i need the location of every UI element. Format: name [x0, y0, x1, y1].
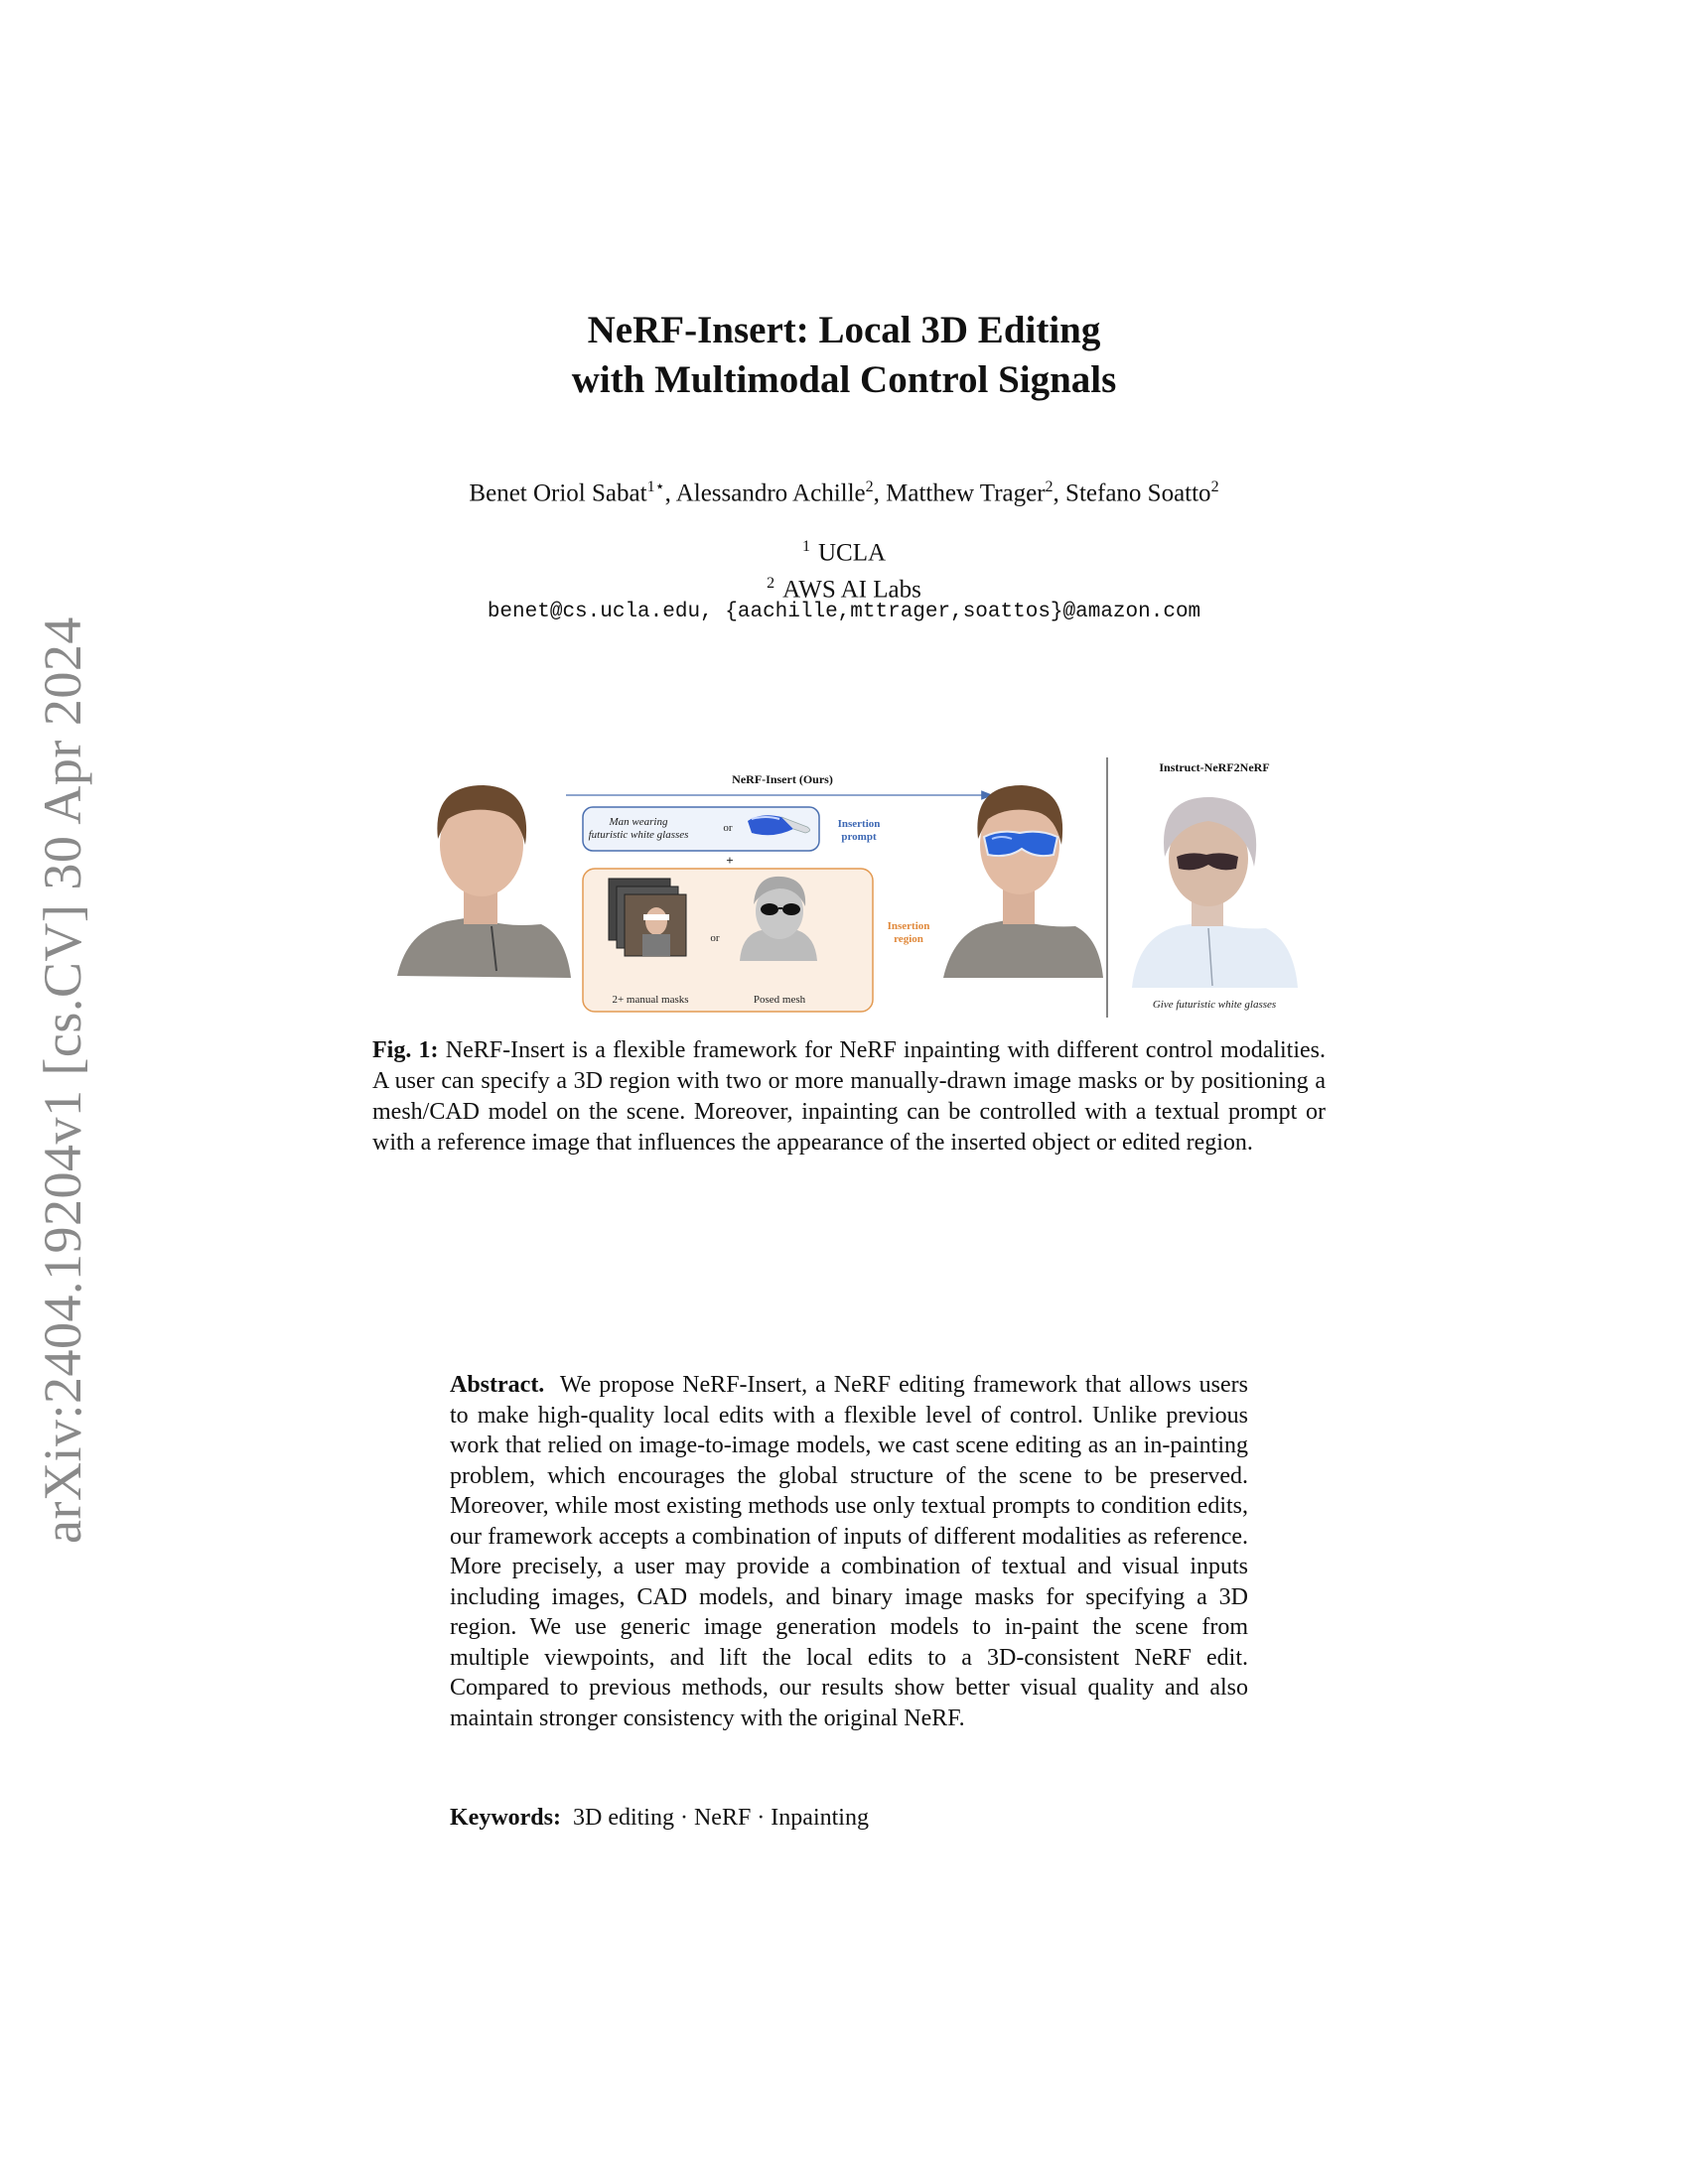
affiliation-name: UCLA — [817, 539, 887, 567]
plus-label: + — [726, 853, 734, 868]
keywords-text: 3D editing · NeRF · Inpainting — [572, 1805, 869, 1831]
keywords — [450, 1803, 1248, 1833]
author-affil-mark: 2 — [1210, 478, 1219, 495]
insertion-region-label-1: Insertion — [887, 920, 930, 932]
insertion-prompt-label-2: prompt — [841, 831, 877, 843]
affiliation-list — [298, 531, 1390, 606]
keywords-label: Keywords: — [450, 1805, 561, 1831]
arxiv-stamp: arXiv:2404.19204v1 [cs.CV] 30 Apr 2024 — [33, 616, 92, 1544]
author-name: Alessandro Achille — [675, 479, 866, 507]
or-label-prompt: or — [723, 822, 733, 834]
title-line-1: NeRF-Insert: Local 3D Editing — [587, 309, 1101, 351]
author-name: Matthew Trager — [886, 479, 1046, 507]
text-prompt-line-1: Man wearing — [609, 816, 668, 828]
ours-label: NeRF-Insert (Ours) — [732, 772, 833, 786]
author-list: Benet Oriol Sabat$^{1⋆}$, Alessandro Achille$^2$, Matthew Trager$^2$, Stefano Soatto$^2$ — [469, 478, 1219, 507]
abstract-label: Abstract. — [450, 1372, 545, 1398]
affiliation-mark: 2 — [767, 575, 775, 593]
insertion-prompt-label-1: Insertion — [837, 818, 881, 830]
author-emails: benet@cs.ucla.edu, {aachille,mttrager,soattos}@amazon.com — [487, 601, 1201, 623]
caption-text: NeRF-Insert is a flexible framework for NeRF inpainting with different control modalities. A user can specify a 3D region with two or more manually-drawn image masks or by positioning a mesh/CAD model on the scene. Moreover, inpainting can be controlled with a textual prompt or with a reference image that influences the appearance of the inserted object or edited region. — [372, 1037, 1327, 1156]
paper-title — [367, 306, 1321, 405]
abstract — [450, 1370, 1248, 1733]
baseline-prompt: Give futuristic white glasses — [1152, 999, 1277, 1011]
affiliation-name: AWS AI Labs — [782, 576, 921, 604]
result-portrait-image — [943, 785, 1103, 978]
caption-label: Fig. 1: — [372, 1037, 439, 1063]
affiliation — [298, 531, 1390, 568]
insertion-region-label-2: region — [894, 933, 923, 945]
author-name: Stefano Soatto — [1065, 479, 1211, 507]
teaser-figure — [392, 757, 1311, 1018]
baseline-portrait-image — [1132, 797, 1298, 988]
figure-caption — [372, 1035, 1326, 1159]
manual-masks-stack — [609, 879, 686, 956]
author-affil-mark: 2 — [1045, 478, 1054, 495]
title-line-2: with Multimodal Control Signals — [571, 358, 1117, 401]
text-prompt-line-2: futuristic white glasses — [588, 829, 689, 841]
abstract-text: We propose NeRF-Insert, a NeRF editing framework that allows users to make high-quality local edits with a flexible level of control. Unlike previous work that relied on image-to-image models, we cast scene editing as an in-painting problem, which encourages the global structure of the scene to be preserved. Moreover, while most existing methods use only textual prompts to condition edits, our framework accepts a combination of inputs of different modalities as reference. More precisely, a user may provide a combination of textual and visual inputs including images, CAD models, and binary image masks for specifying a 3D region. We use generic image generation models to in-paint the scene from multiple viewpoints, and lift the local edits to a 3D-consistent NeRF edit. Compared to previous methods, our results show better visual quality and also maintain stronger consistency with the original NeRF. — [450, 1372, 1248, 1731]
affiliation-mark: 1 — [801, 538, 810, 555]
posed-mesh-label: Posed mesh — [753, 994, 806, 1006]
or-label-region: or — [710, 932, 720, 944]
manual-masks-label: 2+ manual masks — [612, 994, 689, 1006]
author-affil-mark: 1⋆ — [646, 478, 665, 495]
input-portrait-image — [397, 785, 571, 978]
baseline-label: Instruct-NeRF2NeRF — [1159, 760, 1270, 774]
author-affil-mark: 2 — [865, 478, 874, 495]
author-name: Benet Oriol Sabat — [469, 479, 647, 507]
